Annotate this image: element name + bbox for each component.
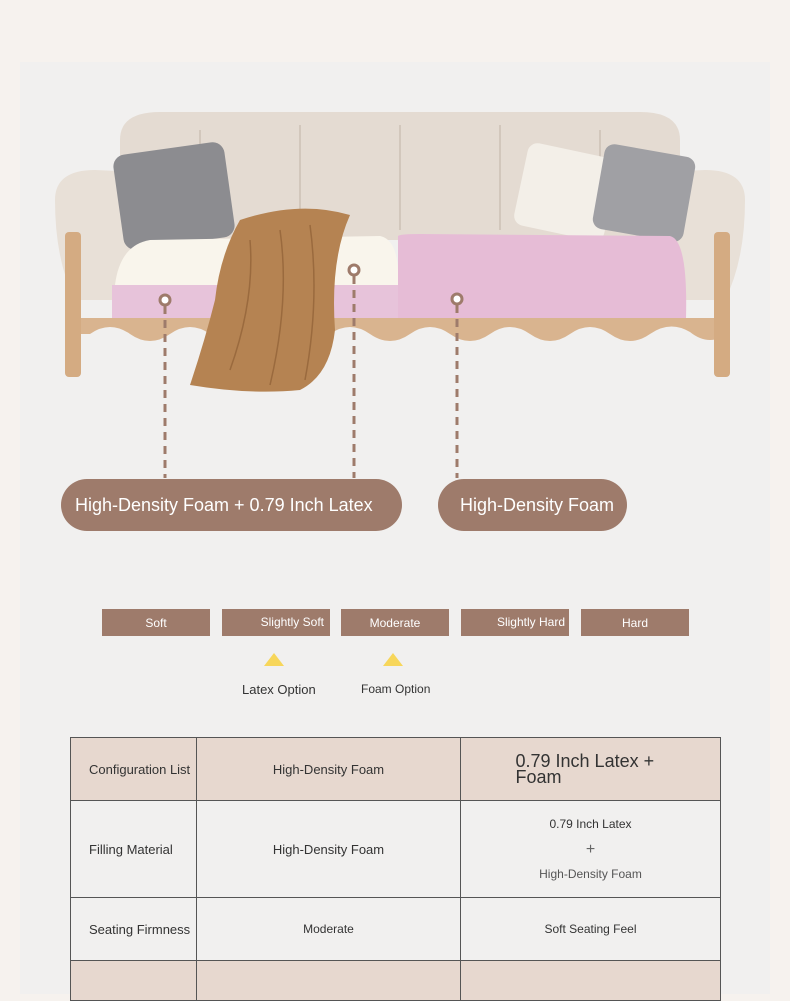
foam-option-label: Foam Option xyxy=(361,682,431,696)
latex-option-label: Latex Option xyxy=(242,682,316,697)
latex-cell-text: 0.79 Inch Latex + Foam xyxy=(515,750,655,787)
firmness-slightly-hard: Slightly Hard xyxy=(461,609,569,636)
row-label: Filling Material xyxy=(71,801,197,898)
firmness-slightly-soft: Slightly Soft xyxy=(222,609,330,636)
row-label: Configuration List xyxy=(71,738,197,801)
foam-marker-icon xyxy=(383,653,403,666)
foam-cell: Moderate xyxy=(197,898,461,961)
callout-latex-foam xyxy=(61,479,402,531)
foam-cell: High-Density Foam xyxy=(197,738,461,801)
callout-foam-label: High-Density Foam xyxy=(460,494,615,515)
latex-line: 0.79 Inch Latex xyxy=(549,816,632,831)
callout-foam xyxy=(438,479,627,531)
latex-cell xyxy=(461,738,721,801)
plus-line: + xyxy=(585,840,596,858)
table-row xyxy=(71,738,721,801)
firmness-soft: Soft xyxy=(102,609,210,636)
foam-line: High-Density Foam xyxy=(539,866,642,881)
firmness-moderate: Moderate xyxy=(341,609,449,636)
table-row xyxy=(71,898,721,961)
callout-latex-foam-label: High-Density Foam + 0.79 Inch Latex xyxy=(75,494,373,515)
spec-table xyxy=(70,737,721,1001)
foam-cell: High-Density Foam xyxy=(197,801,461,898)
firmness-hard: Hard xyxy=(581,609,689,636)
row-label: Seating Firmness xyxy=(71,898,197,961)
latex-cell xyxy=(461,801,721,898)
latex-marker-icon xyxy=(264,653,284,666)
latex-cell: Soft Seating Feel xyxy=(461,898,721,961)
table-row xyxy=(71,801,721,898)
table-row xyxy=(71,961,721,1001)
